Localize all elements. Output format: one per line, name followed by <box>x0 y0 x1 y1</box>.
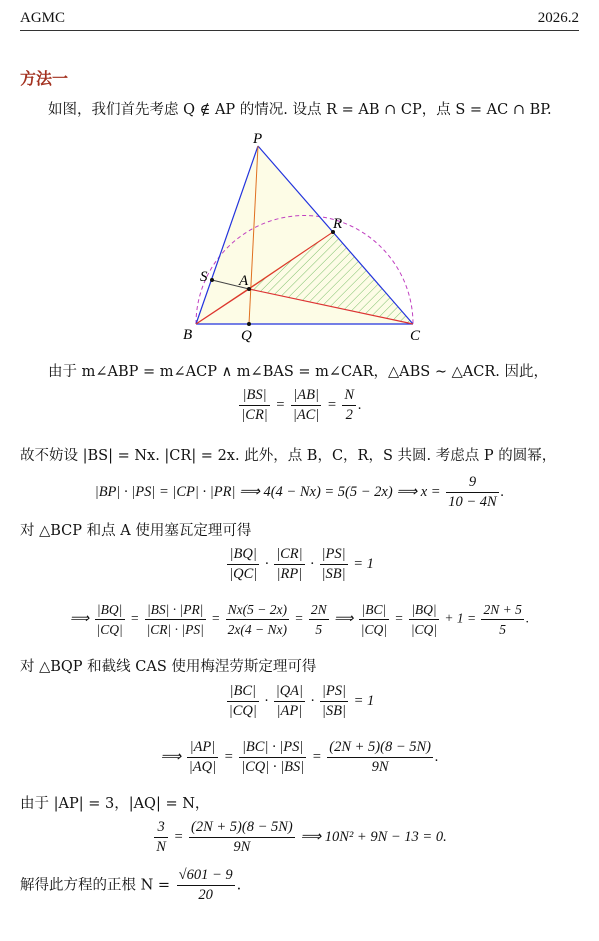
eq6: ⟹ $\frac{|AP|}{|AQ|}$ = $\frac{|BC| \cdot |PS|}{|CQ| \cdot |BS|}$ = $\frac{(2N + 5)(8 - 5N)}{9N}$ . <box>160 739 439 775</box>
line3: 对 △BCP 和点 A 使用塞瓦定理可得 <box>20 523 252 539</box>
line5: 由于 |AP| = 3，|AQ| = N， <box>20 796 210 812</box>
line2: 故不妨设 |BS| = Nx. |CR| = 2x. 此外，点 B，C，R，S 共圆. 考虑点 P 的圆幂， <box>20 448 557 464</box>
intro-paragraph: 如图，我们首先考虑 Q ∉ AP 的情况. 设点 R = AB ∩ CP，点 S = AC ∩ BP. <box>48 102 552 118</box>
header-right: 2026.2 <box>537 10 579 26</box>
eq2: |BP| · |PS| = |CP| · |PR| ⟹ 4(4 − Nx) = 5(5 − 2x) ⟹ x = $\frac{9}{10 - 4N}$ . <box>94 474 505 510</box>
eq3: $\frac{|BQ|}{|QC|}$ · $\frac{|CR|}{|RP|}$ · $\frac{|PS|}{|SB|}$ = 1 <box>229 546 374 582</box>
label-R: R <box>333 216 343 232</box>
section-heading: 方法一 <box>20 69 69 88</box>
line4: 对 △BQP 和截线 CAS 使用梅涅劳斯定理可得 <box>20 659 317 675</box>
line1: 由于 m∠ABP = m∠ACP ∧ m∠BAS = m∠CAR，△ABS ∼ △ACR. 因此， <box>48 364 548 380</box>
label-A: A <box>239 273 249 289</box>
eq5: $\frac{|BC|}{|CQ|}$ · $\frac{|QA|}{|AP|}$ · $\frac{|PS|}{|SB|}$ = 1 <box>228 683 375 719</box>
label-S: S <box>200 269 208 285</box>
header-left: AGMC <box>20 10 66 26</box>
label-P: P <box>253 131 263 147</box>
page-header <box>20 10 579 31</box>
label-B: B <box>183 327 193 343</box>
label-C: C <box>410 328 421 344</box>
geometry-figure <box>180 128 430 348</box>
eq4: ⟹ $\frac{|BQ|}{|CQ|}$ = $\frac{|BS| \cdot |PR|}{|CR| \cdot |PS|}$ = $\frac{Nx(5 - 2x)}{2x(4 - Nx)}$ = $\frac{2N}{5}$ ⟹ $\frac{|BC|}{|CQ|}$ = $\frac{|BQ|}{|CQ|}$ + 1 = $\frac{2N + 5}{5}$ . <box>69 602 530 637</box>
line6: 解得此方程的正根 N = $\frac{√601 - 9}{20}$ . <box>20 867 242 903</box>
label-Q: Q <box>241 328 252 344</box>
eq7: $\frac{3}{N}$ = $\frac{(2N + 5)(8 - 5N)}{9N}$ ⟹ 10N² + 9N − 13 = 0. <box>156 819 447 855</box>
eq1: $\frac{|BS|}{|CR|}$ = $\frac{|AB|}{|AC|}$ = $\frac{N}{2}$ . <box>241 387 362 423</box>
